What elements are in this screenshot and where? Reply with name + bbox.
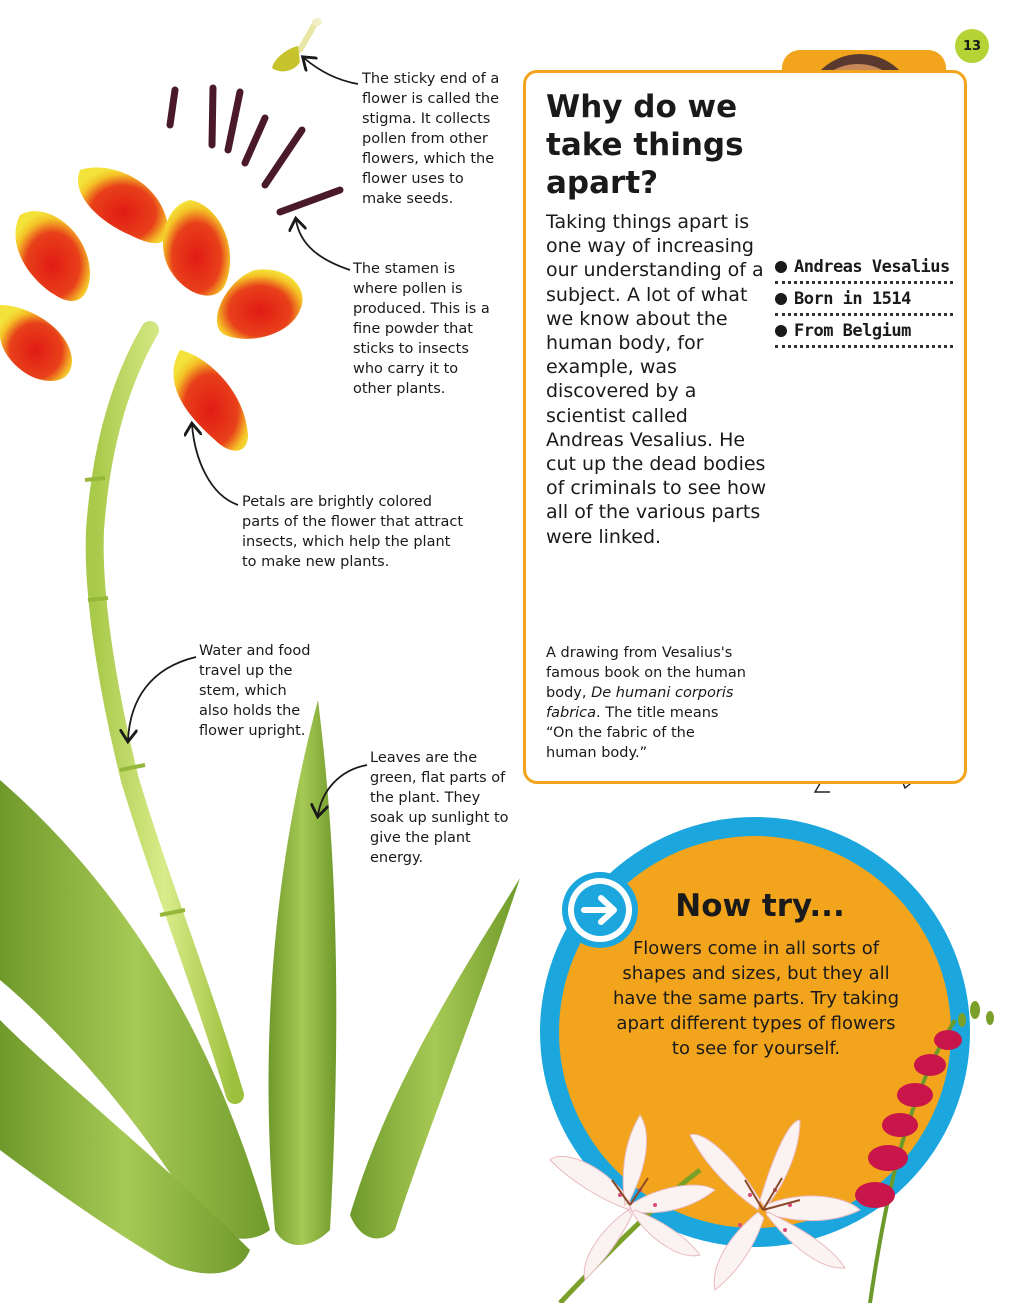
stem-caption: Water and food travel up the stem, which also holds the flower upright. bbox=[199, 643, 311, 739]
bullet-icon bbox=[775, 261, 787, 273]
petals-illustration bbox=[0, 167, 303, 450]
fact-origin: From Belgium bbox=[775, 316, 953, 348]
stamen-illustration bbox=[170, 88, 340, 212]
drawing-caption: A drawing from Vesalius's famous book on the human body, De humani corporis fabrica. The title means “On the fabric of the human body.” bbox=[546, 645, 746, 761]
stigma-illustration bbox=[272, 18, 322, 71]
fact-born: Born in 1514 bbox=[775, 284, 953, 316]
fact-list bbox=[775, 252, 953, 348]
stamen-caption: The stamen is where pollen is produced. This is a fine powder that sticks to insects who carry it to other plants. bbox=[353, 261, 490, 397]
leaves-caption: Leaves are the green, flat parts of the plant. They soak up sunlight to give the plant energy. bbox=[370, 750, 509, 866]
now-try-body: Flowers come in all sorts of shapes and sizes, but they all have the same parts. Try taking apart different types of flowers to see for yourself. bbox=[612, 938, 900, 1059]
info-box-body: Taking things apart is one way of increasing our understanding of a subject. A lot of what we know about the human body, for example, was discovered by a scientist called Andreas Vesalius. He cut up the dead bodies of criminals to see how all of the various parts were linked. bbox=[546, 211, 767, 548]
info-box-title: Why do we take things apart? bbox=[546, 89, 744, 201]
stigma-caption: The sticky end of a flower is called the stigma. It collects pollen from other flowers, which the flower uses to make seeds. bbox=[362, 71, 500, 207]
bullet-icon bbox=[775, 325, 787, 337]
now-try-title: Now try... bbox=[675, 888, 845, 924]
fact-name: Andreas Vesalius bbox=[775, 252, 953, 284]
petals-caption: Petals are brightly colored parts of the flower that attract insects, which help the plant to make new plants. bbox=[242, 494, 464, 570]
page-number: 13 bbox=[955, 29, 989, 63]
bullet-icon bbox=[775, 293, 787, 305]
